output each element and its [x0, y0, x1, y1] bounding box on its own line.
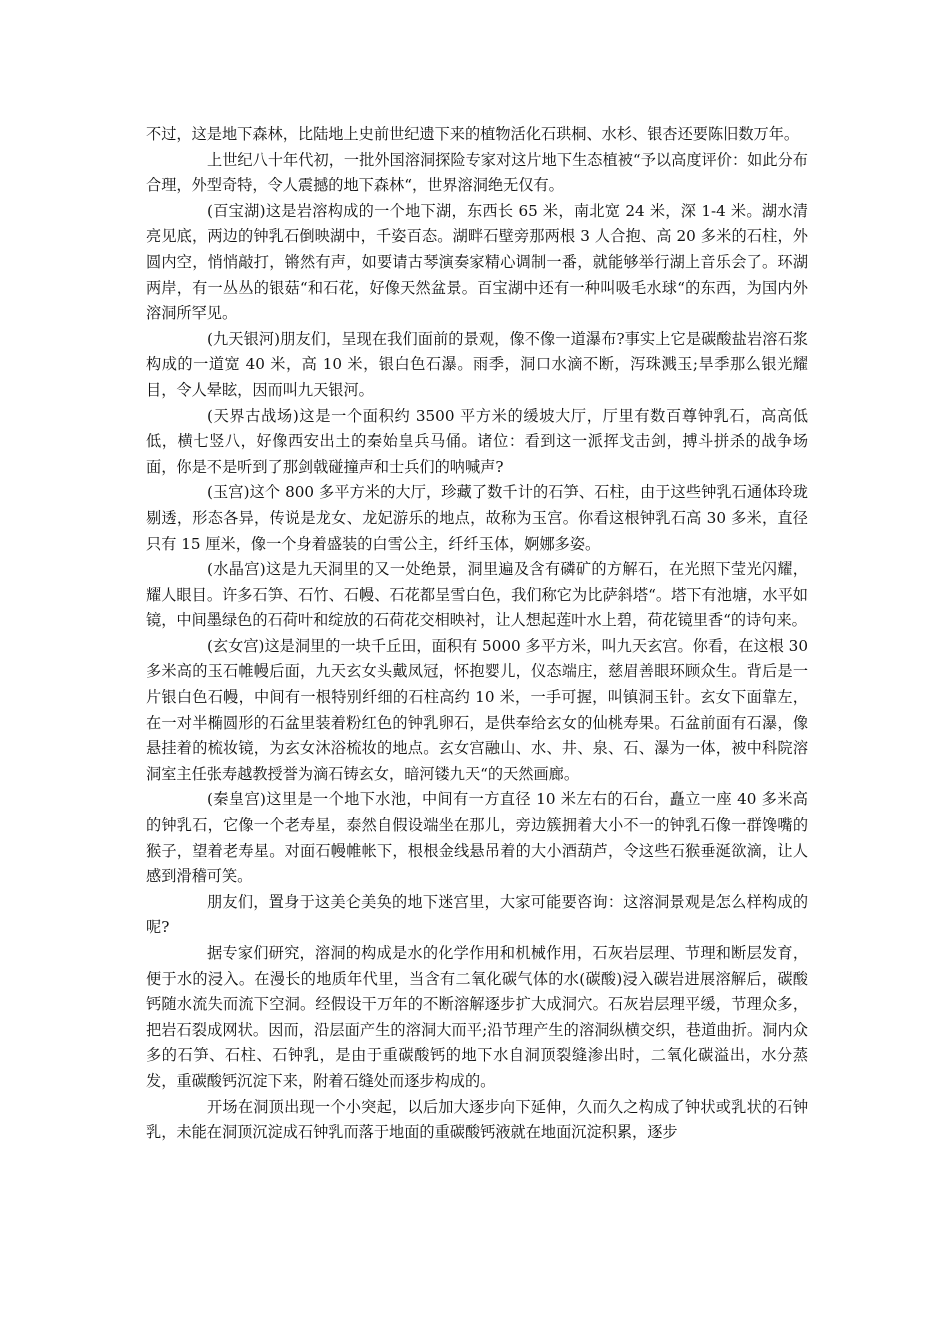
paragraph-2: 上世纪八十年代初，一批外国溶洞探险专家对这片地下生态植被“予以高度评价：如此分布合理，外型奇特，令人震撼的地下森林“，世界溶洞绝无仅有。 [146, 150, 808, 195]
paragraph-jade-palace: (玉宫)这个 800 多平方米的大厅，珍藏了数千计的石笋、石柱，由于这些钟乳石通体玲珑剔透，形态各异，传说是龙女、龙妃游乐的地点，故称为玉宫。你看这根钟乳石高 30 多米，直径只有 15 厘米，像一个身着盛装的白雪公主，纤纤玉体，婀娜多姿。 [146, 483, 808, 553]
paragraph-stalactite: 开场在洞顶出现一个小突起，以后加大逐步向下延伸，久而久之构成了钟状或乳状的石钟乳，未能在洞顶沉淀成石钟乳而落于地面的重碳酸钙液就在地面沉淀积累，逐步 [146, 1097, 808, 1142]
paragraph-qinhuang-palace: (秦皇宫)这里是一个地下水池，中间有一方直径 10 米左右的石台，矗立一座 40 多米高的钟乳石，它像一个老寿星，泰然自假设端坐在那儿，旁边簇拥着大小不一的钟乳石像一群馋嘴的猴子，望着老寿星。对面石幔帷帐下，根根金线悬吊着的大小酒葫芦，令这些石猴垂涎欲滴，让人感到滑稽可笑。 [146, 790, 808, 886]
paragraph-1: 不过，这是地下森林，比陆地上史前世纪遗下来的植物活化石珙桐、水杉、银杏还要陈旧数万年。 [146, 125, 800, 143]
document-body [146, 122, 808, 1146]
paragraph-ancient-battlefield: (天界古战场)这是一个面积约 3500 平方米的缓坡大厅，厅里有数百尊钟乳石，高高低低，横七竖八，好像西安出土的秦始皇兵马俑。诸位：看到这一派挥戈击剑，搏斗拼杀的战争场面，你是不是听到了那剑戟碰撞声和士兵们的呐喊声? [146, 406, 808, 476]
paragraph-question: 朋友们，置身于这美仑美奂的地下迷宫里，大家可能要咨询：这溶洞景观是怎么样构成的呢? [146, 892, 808, 937]
paragraph-crystal-palace: (水晶宫)这是九天洞里的又一处绝景，洞里遍及含有磷矿的方解石，在光照下莹光闪耀，耀人眼目。许多石笋、石竹、石幔、石花都呈雪白色，我们称它为比萨斜塔“。塔下有池塘，水平如镜，中间墨绿色的石荷叶和绽放的石荷花交相映衬，让人想起莲叶水上碧，荷花镜里香“的诗句来。 [146, 560, 808, 630]
paragraph-formation: 据专家们研究，溶洞的构成是水的化学作用和机械作用，石灰岩层理、节理和断层发育，便于水的浸入。在漫长的地质年代里，当含有二氧化碳气体的水(碳酸)浸入碳岩进展溶解后，碳酸钙随水流失而流下空洞。经假设干万年的不断溶解逐步扩大成洞穴。石灰岩层理平缓，节理众多，把岩石裂成网状。因而，沿层面产生的溶洞大而平;沿节理产生的溶洞纵横交织，巷道曲折。洞内众多的石笋、石柱、石钟乳，是由于重碳酸钙的地下水自洞顶裂缝渗出时，二氧化碳溢出，水分蒸发，重碳酸钙沉淀下来，附着石缝处而逐步构成的。 [146, 944, 808, 1090]
paragraph-xuannv-palace: (玄女宫)这是洞里的一块千丘田，面积有 5000 多平方米，叫九天玄宫。你看，在这根 30 多米高的玉石帷幔后面，九天玄女头戴凤冠，怀抱婴儿，仪态端庄，慈眉善眼环顾众生。背后是一片银白色石幔，中间有一根特别纤细的石柱高约 10 米，一手可握，叫镇洞玉针。玄女下面靠左，在一对半椭圆形的石盆里装着粉红色的钟乳卵石，是供奉给玄女的仙桃寿果。石盆前面有石瀑，像悬挂着的梳妆镜，为玄女沐浴梳妆的地点。玄女宫融山、水、井、泉、石、瀑为一体，被中科院溶洞室主任张寿越教授誉为滴石铸玄女，暗河镂九天“的天然画廊。 [146, 636, 808, 783]
paragraph-jiutian-yinhe: (九天银河)朋友们，呈现在我们面前的景观，像不像一道瀑布?事实上它是碳酸盐岩溶石浆构成的一道宽 40 米，高 10 米，银白色石瀑。雨季，洞口水滴不断，泻珠溅玉;旱季那么银光耀目，令人晕眩，因而叫九天银河。 [146, 329, 808, 399]
paragraph-baibao-lake: (百宝湖)这是岩溶构成的一个地下湖，东西长 65 米，南北宽 24 米，深 1-4 米。湖水清亮见底，两边的钟乳石倒映湖中，千姿百态。湖畔石壁旁那两根 3 人合抱、高 20 多米的石柱，外圆内空，悄悄敲打，锵然有声，如要请古琴演奏家精心调制一番，就能够举行湖上音乐会了。环湖两岸，有一丛丛的银菇“和石花，好像天然盆景。百宝湖中还有一种叫吸毛水球“的东西，为国内外溶洞所罕见。 [146, 201, 808, 323]
